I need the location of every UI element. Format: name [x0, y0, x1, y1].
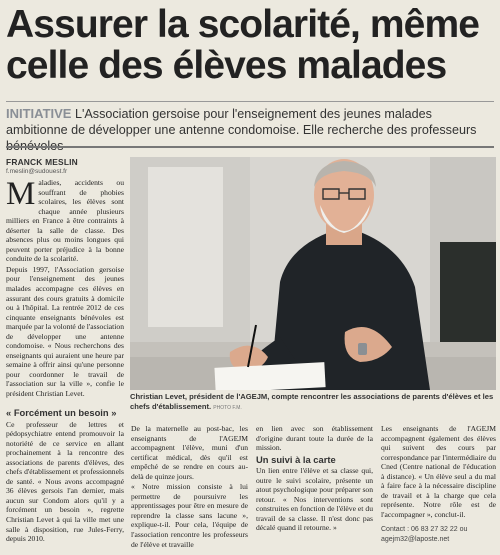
col3-paragraph-2: Un lien entre l'élève et sa classe qui, outre le suivi scolaire, présente un atout psychologique pour préparer son retour. « Nos interventions sont construites en fonction de l'élève et du travail de sa classe. Il n'est donc pas décalé quand il retourne. »	[256, 466, 373, 533]
col2-paragraph-2: « Notre mission consiste à lui permettre de poursuivre les apprentissages pour être en mesure de reprendre la classe sans lacune », explique-t-il. Pour cela, l'équipe de l'association rencontre les professeurs de l'élève et travaille	[131, 482, 248, 549]
drop-cap: M	[6, 176, 36, 212]
photo-illustration	[130, 157, 496, 390]
caption-text: Christian Levet, président de l'AGEJM, compte rencontrer les associations de parents d'élèves et les chefs d'établissement.	[130, 392, 494, 411]
column-1	[6, 178, 124, 400]
headline-line-2: celle des élèves malades	[6, 44, 447, 87]
kicker: INITIATIVE	[6, 106, 72, 121]
headline-line-1: Assurer la scolarité, même	[6, 3, 480, 46]
photo-caption	[130, 392, 496, 413]
deck-text: L'Association gersoise pour l'enseignement des jeunes malades ambitionne de développer une antenne condomoise. Elle recherche des professeurs	[6, 107, 477, 137]
photo-credit: PHOTO F.M.	[213, 405, 242, 411]
column-1-lower	[6, 406, 124, 545]
col1-paragraph-3: Ce professeur de lettres et pédopsychiatre entend promouvoir la notoriété de ce service en allant prochainement à la rencontre des associations de parents d'élèves, des chefs d'établissement et professionnels de santé. « Nous avons accompagné 36 élèves gersois l'an dernier, mais aucun sur Condom alors qu'il y a forcément un besoin », regrette Christian Levet à qui la ville met une salle à disposition, rue Jules-Ferry, depuis 2010.	[6, 419, 124, 544]
contact-info	[381, 525, 496, 545]
subhead-besoin: « Forcément un besoin »	[6, 407, 117, 418]
portrait-photo	[130, 157, 496, 390]
col3-paragraph-1: en lien avec son établissement d'origine durant toute la durée de la mission.	[256, 424, 373, 453]
headline	[6, 4, 496, 86]
col1-paragraph-1: aladies, accidents ou souffrant de phobies scolaires, les élèves sont chaque année plusieurs milliers en France à être contraints à déserter la salle de classe. Des absences plus ou moins longues qui peuvent porter préjudice à la bonne conduite de la scolarité.	[6, 178, 124, 264]
col1-paragraph-2: Depuis 1997, l'Association gersoise pour l'enseignement des jeunes malades accompagne ces élèves en assurant des cours gratuits à domicile ou à l'hôpital. La rentrée 2012 de ces cinquante enseignants bénévoles est marquée par la volonté de l'association de développer une antenne condomoise. « Nous recherchons des enseignants qui auraient une heure par semaine à offrir ainsi qu'une personne pour coordonner le travail de l'association sur la ville », confie le président Christian Levet.	[6, 264, 124, 399]
headline-rule	[6, 101, 494, 102]
col2-paragraph-1: De la maternelle au post-bac, les enseignants de l'AGEJM accompagnent l'élève, muni d'un certificat médical, dès qu'il est empêché de se rendre en cours au-delà de quinze jours.	[131, 424, 248, 481]
col4-paragraph-1: Les enseignants de l'AGEJM accompagnent également des élèves qui suivent des cours par correspondance par l'intermédiaire du Cned (Centre national de l'éducation à distance). « Un élève seul a du mal à faire face à la nécessaire discipline de travail et à la charge que cela représente. Notre rôle est de l'accompagner », conclut-il.	[381, 424, 496, 519]
subhead-suivi: Un suivi à la carte	[256, 453, 336, 465]
column-4	[381, 424, 496, 545]
byline: FRANCK MESLIN	[6, 157, 78, 167]
column-3	[256, 424, 373, 534]
contact-phone: Contact : 06 83 27 32 22 ou	[381, 526, 468, 534]
deck-rule	[6, 146, 494, 148]
author-email: f.meslin@sudouest.fr	[6, 168, 68, 175]
column-2	[131, 424, 248, 550]
contact-email: agejm32@laposte.net	[381, 536, 450, 544]
